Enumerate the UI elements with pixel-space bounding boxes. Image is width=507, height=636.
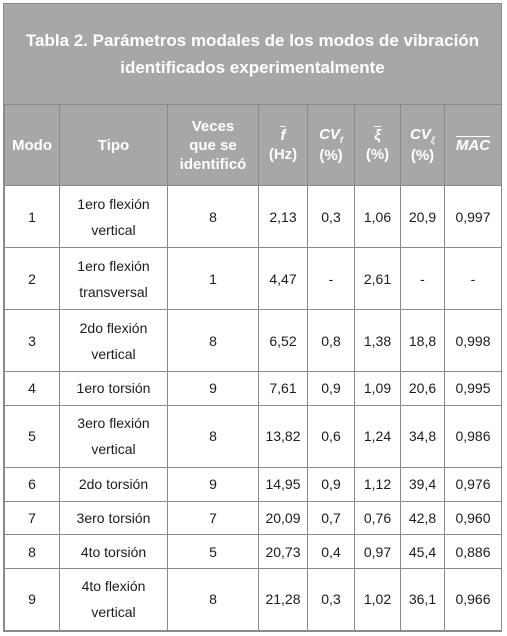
cell-xi: 1,09 [355, 372, 401, 406]
header-frequency [259, 105, 308, 186]
cell-tipo: 1ero flexión vertical [60, 186, 168, 248]
modal-parameters-table [4, 104, 502, 631]
header-cvxi-subscript: ξ [430, 135, 435, 145]
cell-mac: 0,886 [445, 535, 502, 569]
cell-xi: 1,02 [355, 568, 401, 630]
cell-veces: 8 [168, 405, 259, 467]
table-row [5, 535, 502, 569]
cell-cvxi: 45,4 [401, 535, 445, 569]
cell-tipo: 1ero flexión transversal [60, 248, 168, 310]
cell-cvf: 0,9 [308, 467, 355, 501]
cell-veces: 9 [168, 372, 259, 406]
cell-f: 20,73 [259, 535, 308, 569]
cell-cvxi: 36,1 [401, 568, 445, 630]
cell-mac: - [445, 248, 502, 310]
header-row [5, 105, 502, 186]
table-frame [3, 3, 502, 632]
cell-xi: 1,38 [355, 310, 401, 372]
cell-cvf: 0,3 [308, 186, 355, 248]
header-cvf-unit: (%) [319, 147, 343, 164]
cell-f: 21,28 [259, 568, 308, 630]
cell-mac: 0,998 [445, 310, 502, 372]
cell-mac: 0,986 [445, 405, 502, 467]
cell-mac: 0,966 [445, 568, 502, 630]
cell-cvxi: 39,4 [401, 467, 445, 501]
cell-cvf: 0,7 [308, 501, 355, 535]
cell-f: 20,09 [259, 501, 308, 535]
cell-veces: 1 [168, 248, 259, 310]
header-f-unit: (Hz) [268, 146, 298, 163]
cell-f: 2,13 [259, 186, 308, 248]
table-row [5, 568, 502, 630]
header-f-symbol: $\overline{f}$ [280, 127, 286, 144]
cell-modo: 2 [5, 248, 60, 310]
cell-f: 14,95 [259, 467, 308, 501]
cell-cvxi: - [401, 248, 445, 310]
header-cvxi-unit: (%) [410, 147, 435, 164]
cell-mac: 0,995 [445, 372, 502, 406]
header-cvf-symbol: CV [319, 126, 340, 143]
cell-mac: 0,976 [445, 467, 502, 501]
cell-xi: 1,24 [355, 405, 401, 467]
cell-xi: 1,06 [355, 186, 401, 248]
cell-veces: 9 [168, 467, 259, 501]
table-row [5, 186, 502, 248]
cell-modo: 4 [5, 372, 60, 406]
header-tipo: Tipo [60, 105, 168, 186]
header-veces [168, 105, 259, 186]
cell-veces: 8 [168, 568, 259, 630]
header-cv-xi [401, 105, 445, 186]
cell-cvf: - [308, 248, 355, 310]
cell-modo: 1 [5, 186, 60, 248]
header-damping [355, 105, 401, 186]
cell-veces: 8 [168, 310, 259, 372]
cell-f: 7,61 [259, 372, 308, 406]
cell-xi: 1,12 [355, 467, 401, 501]
cell-cvf: 0,4 [308, 535, 355, 569]
cell-tipo: 2do flexión vertical [60, 310, 168, 372]
cell-cvxi: 34,8 [401, 405, 445, 467]
cell-cvxi: 20,6 [401, 372, 445, 406]
cell-modo: 8 [5, 535, 60, 569]
cell-veces: 8 [168, 186, 259, 248]
caption-line-1: Tabla 2. Parámetros modales de los modos de vibración [25, 31, 480, 50]
cell-modo: 3 [5, 310, 60, 372]
header-modo: Modo [5, 105, 60, 186]
cell-xi: 0,97 [355, 535, 401, 569]
cell-modo: 6 [5, 467, 60, 501]
header-xi-unit: (%) [365, 146, 390, 163]
cell-xi: 0,76 [355, 501, 401, 535]
table-row [5, 501, 502, 535]
cell-tipo: 3ero flexión vertical [60, 405, 168, 467]
cell-xi: 2,61 [355, 248, 401, 310]
cell-f: 13,82 [259, 405, 308, 467]
cell-cvf: 0,6 [308, 405, 355, 467]
cell-tipo: 3ero torsión [60, 501, 168, 535]
table-row [5, 372, 502, 406]
cell-mac: 0,960 [445, 501, 502, 535]
cell-tipo: 2do torsión [60, 467, 168, 501]
table-row [5, 248, 502, 310]
table-caption [4, 4, 501, 104]
cell-cvxi: 18,8 [401, 310, 445, 372]
table-row [5, 310, 502, 372]
cell-mac: 0,997 [445, 186, 502, 248]
cell-cvxi: 42,8 [401, 501, 445, 535]
header-veces-label: Veces que se identificó [179, 117, 247, 173]
header-mac-symbol: $\overline{MAC}$ [455, 136, 491, 154]
header-cvf-subscript: f [339, 135, 343, 145]
cell-cvf: 0,3 [308, 568, 355, 630]
header-cvxi-symbol: CV [410, 126, 431, 143]
cell-modo: 9 [5, 568, 60, 630]
cell-cvf: 0,8 [308, 310, 355, 372]
header-xi-symbol: $\overline{\xi}$ [374, 127, 381, 144]
cell-f: 6,52 [259, 310, 308, 372]
cell-tipo: 4to flexión vertical [60, 568, 168, 630]
cell-cvf: 0,9 [308, 372, 355, 406]
table-row [5, 467, 502, 501]
cell-tipo: 1ero torsión [60, 372, 168, 406]
cell-tipo: 4to torsión [60, 535, 168, 569]
header-cv-f [308, 105, 355, 186]
cell-modo: 5 [5, 405, 60, 467]
caption-line-2: identificados experimentalmente [120, 58, 385, 77]
cell-modo: 7 [5, 501, 60, 535]
header-mac [445, 105, 502, 186]
table-row [5, 405, 502, 467]
cell-cvxi: 20,9 [401, 186, 445, 248]
cell-veces: 7 [168, 501, 259, 535]
cell-veces: 5 [168, 535, 259, 569]
cell-f: 4,47 [259, 248, 308, 310]
